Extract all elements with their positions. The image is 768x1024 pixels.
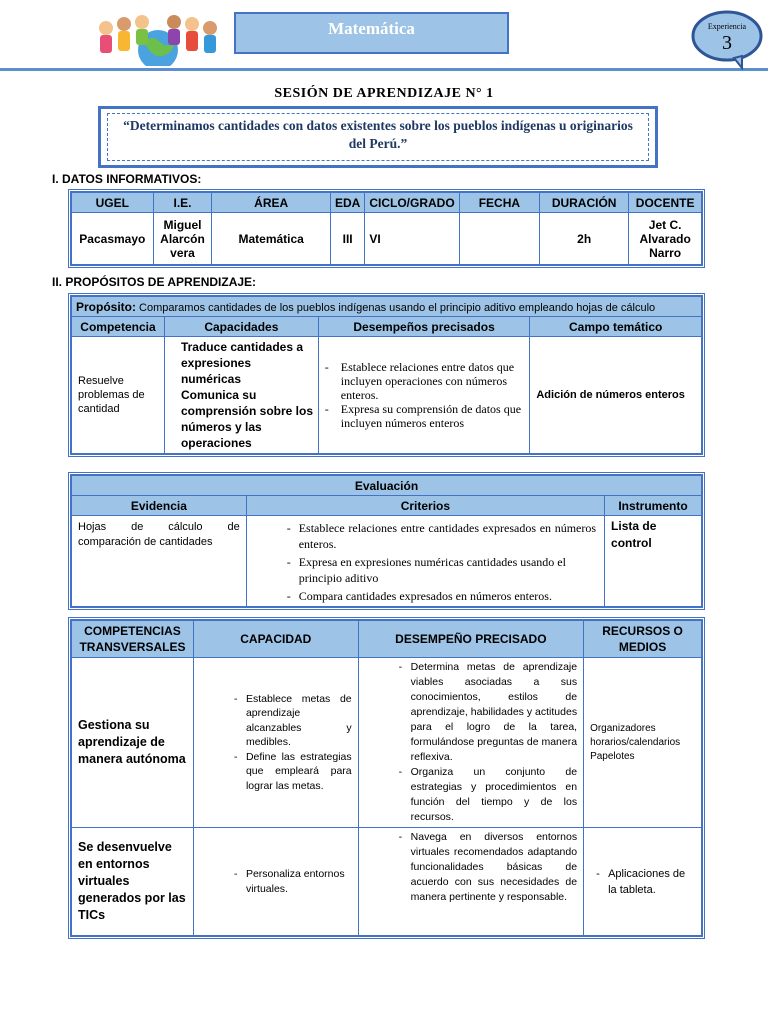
competencia-value: Resuelve problemas de cantidad [72, 337, 165, 454]
experience-badge [690, 8, 764, 70]
header-divider [0, 68, 768, 71]
transversal-recurso-item: - Aplicaciones de la tableta. [608, 866, 695, 898]
transversal-capacidad-item: - Define las estrategias que empleará para lograr las metas. [246, 750, 352, 794]
value-fecha [459, 213, 539, 265]
value-eda: III [330, 213, 364, 265]
transversal-recursos-cell [584, 828, 702, 936]
desempeno-item: - Expresa su comprensión de datos que incluyen números enteros [337, 402, 526, 430]
proposito-row [72, 297, 702, 317]
capacidad-item: Traduce cantidades a expresiones numéricas [180, 340, 304, 386]
transversal-competencia: Se desenvuelve en entornos virtuales generados por las TICs [72, 828, 194, 936]
evaluacion-table [71, 475, 702, 607]
experience-label: Experiencia [707, 22, 747, 31]
col-desempeno-precisado: DESEMPEÑO PRECISADO [358, 621, 583, 658]
session-quote: “Determinamos cantidades con datos existentes sobre los pueblos indígenas u originarios del Perú.” [123, 118, 633, 151]
desempenos-cell [318, 337, 530, 454]
session-title: SESIÓN DE APRENDIZAJE N° 1 [274, 86, 494, 101]
col-duracion: DURACIÓN [540, 193, 629, 213]
transversal-desempeno-cell [358, 828, 583, 936]
col-ciclo: CICLO/GRADO [365, 193, 459, 213]
col-instrumento: Instrumento [605, 496, 702, 516]
value-docente: Jet C. Alvarado Narro [629, 213, 702, 265]
transversal-capacidad-item: - Establece metas de aprendizaje alcanzables y medibles. [246, 692, 352, 750]
campo-value: Adición de números enteros [530, 337, 702, 454]
instrumento-value: Lista de control [605, 516, 702, 607]
col-criterios: Criterios [246, 496, 604, 516]
capacidad-item: Comunica su comprensión sobre los números y las operaciones [180, 388, 313, 450]
proposito-text: Comparamos cantidades de los pueblos indígenas usando el principio aditivo empleando hojas de cálculo [136, 301, 656, 314]
evidencia-value: Hojas de cálculo de comparación de cantidades [72, 516, 247, 607]
criterio-item: - Establece relaciones entre cantidades expresados en números enteros. [299, 520, 596, 552]
col-campo: Campo temático [530, 317, 702, 337]
transversal-capacidad-item: - Personaliza entornos virtuales. [246, 867, 352, 897]
transversal-desempeno-item: - Determina metas de aprendizaje viables asociadas a sus conocimientos, estilos de aprendizaje, habilidades y actitudes para el logro de la tarea, formulándose preguntas de manera reflexiva. [411, 660, 577, 765]
proposito-label: Propósito: [76, 299, 136, 314]
col-evidencia: Evidencia [72, 496, 247, 516]
criterios-cell [246, 516, 604, 607]
children-globe-logo [92, 10, 225, 66]
col-desempenos: Desempeños precisados [318, 317, 530, 337]
transversal-capacidad-cell [193, 658, 358, 828]
value-duracion: 2h [540, 213, 629, 265]
col-capacidad: CAPACIDAD [193, 621, 358, 658]
propositos-table [71, 296, 702, 454]
col-competencias-transversales: COMPETENCIAS TRANSVERSALES [72, 621, 194, 658]
transversales-table [71, 620, 702, 936]
session-quote-box [98, 106, 658, 168]
col-area: ÁREA [212, 193, 331, 213]
subject-banner: Matemática [234, 12, 509, 54]
transversal-desempeno-cell [358, 658, 583, 828]
transversal-desempeno-item: - Organiza un conjunto de estrategias y procedimientos en función del tiempo y de los recursos. [411, 765, 577, 825]
col-ie: I.E. [153, 193, 212, 213]
value-ciclo: VI [365, 213, 459, 265]
col-fecha: FECHA [459, 193, 539, 213]
capacidades-cell [164, 337, 318, 454]
col-recursos: RECURSOS O MEDIOS [584, 621, 702, 658]
col-docente: DOCENTE [629, 193, 702, 213]
value-area: Matemática [212, 213, 331, 265]
col-eda: EDA [330, 193, 364, 213]
section-datos-heading: I. DATOS INFORMATIVOS: [52, 172, 202, 186]
transversal-capacidad-cell [193, 828, 358, 936]
transversal-competencia: Gestiona su aprendizaje de manera autónoma [72, 658, 194, 828]
col-ugel: UGEL [72, 193, 154, 213]
desempeno-item: - Establece relaciones entre datos que incluyen operaciones con números enteros. [337, 360, 526, 402]
col-capacidades: Capacidades [164, 317, 318, 337]
criterio-item: - Compara cantidades expresados en números enteros. [299, 588, 596, 604]
evaluacion-title: Evaluación [72, 476, 702, 496]
value-ie: Miguel Alarcón vera [153, 213, 212, 265]
experience-number: 3 [722, 32, 732, 54]
value-ugel: Pacasmayo [72, 213, 154, 265]
transversal-desempeno-item: - Navega en diversos entornos virtuales recomendados adaptando funcionalidades básicas de acuerdo con sus necesidades de manera pertinente y responsable. [411, 830, 577, 905]
col-competencia: Competencia [72, 317, 165, 337]
transversal-recursos: Organizadores horarios/calendarios Papelotes [584, 658, 702, 828]
section-propositos-heading: II. PROPÓSITOS DE APRENDIZAJE: [52, 275, 257, 289]
criterio-item: - Expresa en expresiones numéricas cantidades usando el principio aditivo [299, 554, 596, 586]
datos-table [71, 192, 702, 265]
